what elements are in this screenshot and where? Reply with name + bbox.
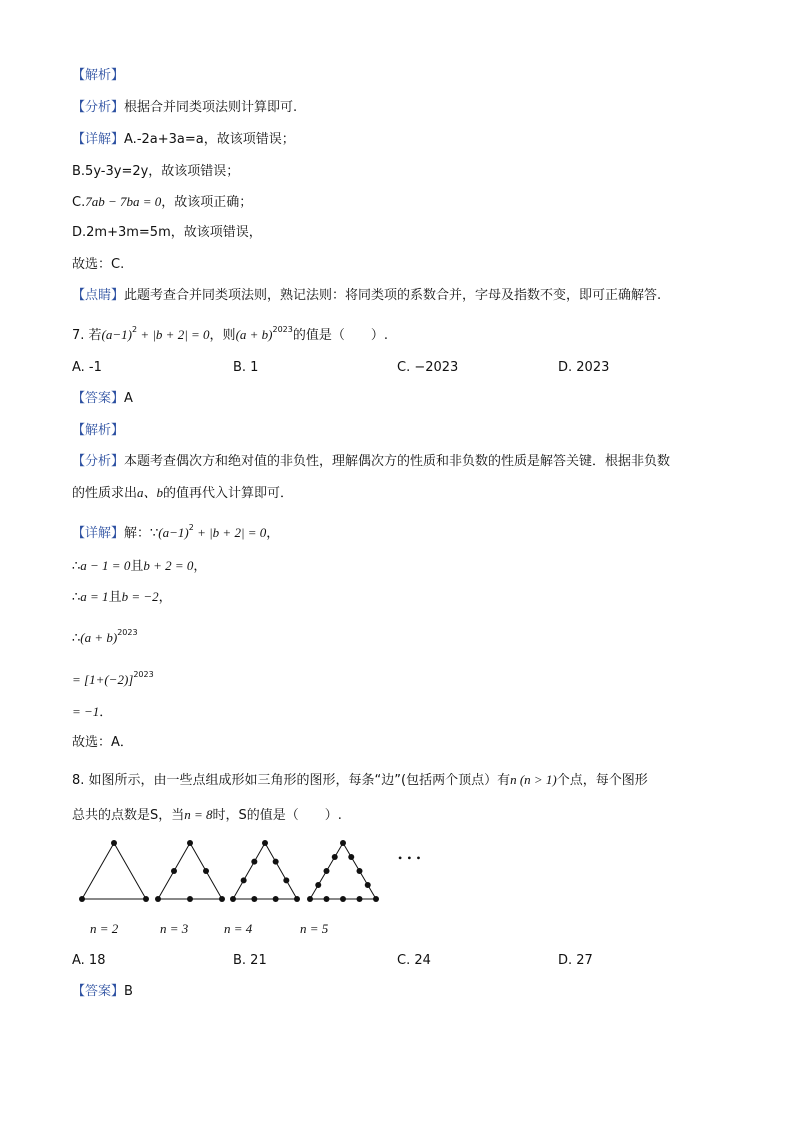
triangle-dot-n3	[171, 868, 177, 874]
triangle-dot-n5	[340, 840, 346, 846]
detail-a-text: A.-2a+3a=a，故该项错误；	[124, 132, 295, 147]
solution-step-4	[72, 666, 154, 690]
triangle-dot-n5	[365, 882, 371, 888]
triangle-dot-n5	[307, 896, 313, 902]
step2-therefore: ∴	[72, 590, 81, 605]
step2-m2: b = −2	[121, 589, 159, 604]
step5-end: ．	[99, 705, 113, 720]
q8-answer-line	[72, 983, 133, 1001]
tag-fenxi: 【分析】	[72, 100, 125, 115]
step0-prefix: 解：∵	[124, 526, 159, 541]
analysis-line-2b	[72, 484, 293, 503]
triangle-dot-n5	[324, 896, 330, 902]
analysis2-vars: a、b	[137, 485, 164, 500]
triangle-dot-n5	[373, 896, 379, 902]
tag-fenxi-2: 【分析】	[72, 454, 125, 469]
analysis2-text1: 本题考查偶次方和绝对值的非负性，理解偶次方的性质和非负数的性质是解答关键．根据非负数	[124, 454, 671, 469]
step0-math: (a−1)	[158, 525, 189, 540]
triangle-outline-n4	[233, 843, 297, 899]
triangle-dot-n4	[251, 896, 257, 902]
q7-expr1: (a−1)	[101, 327, 132, 342]
step0-rest: + |b + 2| = 0	[193, 525, 267, 540]
triangle-dot-n3	[187, 840, 193, 846]
solution-step-5	[72, 703, 112, 722]
q7-exp2: 2	[131, 325, 138, 334]
fig-label-n4: n = 4	[224, 921, 253, 936]
triangle-dot-n4	[251, 859, 257, 865]
step3-exp: 2023	[117, 628, 138, 637]
triangle-dot-n2	[111, 840, 117, 846]
step4-math: = [1+(−2)]	[72, 672, 134, 687]
tag-xiangjie: 【详解】	[72, 132, 125, 147]
fig-label-n3: n = 3	[160, 921, 189, 936]
analysis2-text2b: 的值再代入计算即可．	[163, 486, 294, 501]
line-c-suffix: ，故该项正确；	[161, 195, 253, 210]
step2-m1: a = 1	[80, 589, 109, 604]
q8-option-a: A. 18	[72, 953, 106, 968]
remark-text: 此题考查合并同类项法则，熟记法则：将同类项的系数合并，字母及指数不变，即可正确解答.	[124, 288, 662, 303]
analysis-heading-2: 【解析】	[72, 423, 125, 438]
triangle-outline-n5	[310, 843, 376, 899]
step1-m2: b + 2 = 0	[143, 558, 194, 573]
analysis2-text2a: 的性质求出	[72, 486, 138, 501]
solution-step-1	[72, 557, 206, 576]
line-c-prefix: C.	[72, 195, 86, 210]
triangle-dot-n3	[155, 896, 161, 902]
analysis-line-2	[72, 453, 670, 471]
q7-answer-line	[72, 390, 133, 408]
step3-math: (a + b)	[80, 630, 118, 645]
triangle-dot-n4	[241, 877, 247, 883]
triangle-dot-n5	[357, 868, 363, 874]
triangle-dot-n2	[79, 896, 85, 902]
detail-line-d: D.2m+3m=5m，故该项错误，	[72, 225, 262, 240]
ellipsis-dots: • • •	[398, 851, 422, 865]
q7-mid: ，则	[209, 328, 236, 343]
solution-step-3	[72, 624, 138, 648]
q8-l2a: 总共的点数是S，当	[72, 808, 185, 823]
triangle-outline-n2	[82, 843, 146, 899]
q7-expr3: (a + b)	[235, 327, 273, 342]
q7-answer: A	[124, 391, 133, 406]
step2-mid: 且	[108, 590, 122, 605]
triangle-dot-n4	[273, 896, 279, 902]
question-7	[72, 321, 388, 345]
triangle-dot-n3	[203, 868, 209, 874]
analysis-line	[72, 99, 297, 117]
q8-answer: B	[124, 984, 133, 999]
step3-therefore: ∴	[72, 631, 81, 646]
triangle-dot-n5	[332, 854, 338, 860]
q8-l1a: 8. 如图所示，由一些点组成形如三角形的图形，每条“边”(包括两个顶点）有	[72, 773, 511, 788]
q7-option-b: B. 1	[233, 360, 259, 375]
q7-expr2: + |b + 2| = 0	[137, 327, 210, 342]
question-8-line-1	[72, 771, 648, 790]
tag-dianjing: 【点睛】	[72, 288, 125, 303]
triangle-dot-n5	[315, 882, 321, 888]
triangle-dot-n5	[348, 854, 354, 860]
q7-option-c: C. −2023	[397, 360, 459, 375]
analysis-text: 根据合并同类项法则计算即可.	[124, 100, 298, 115]
triangle-dot-n3	[219, 896, 225, 902]
question-8-line-2	[72, 806, 342, 825]
q8-l1b: 个点，每个图形	[556, 773, 648, 788]
q8-l1m: n (n > 1)	[510, 772, 557, 787]
tag-daan: 【答案】	[72, 391, 125, 406]
q7-exp2023: 2023	[272, 325, 293, 334]
triangle-dot-n3	[187, 896, 193, 902]
step2-end: ，	[158, 590, 172, 605]
q8-l2m: n = 8	[184, 807, 213, 822]
q8-option-b: B. 21	[233, 953, 267, 968]
analysis-heading: 【解析】	[72, 68, 125, 83]
fig-label-n5: n = 5	[300, 921, 329, 936]
choose-line-1: 故选：C.	[72, 257, 125, 272]
q7-option-a: A. -1	[72, 360, 102, 375]
q8-option-c: C. 24	[397, 953, 431, 968]
q8-l2b: 时，S的值是（ ）.	[212, 808, 342, 823]
triangle-dot-n4	[273, 859, 279, 865]
step0-exp: 2	[188, 523, 194, 532]
step1-therefore: ∴	[72, 559, 81, 574]
triangle-outline-n3	[158, 843, 222, 899]
triangle-dot-n5	[340, 896, 346, 902]
solution-step-0	[72, 519, 279, 543]
tag-xiangjie-2: 【详解】	[72, 526, 125, 541]
detail-line-c	[72, 193, 252, 212]
line-c-math: 7ab − 7ba = 0	[85, 194, 162, 209]
step1-m1: a − 1 = 0	[80, 558, 131, 573]
step0-end: ，	[266, 526, 280, 541]
triangle-dot-n4	[294, 896, 300, 902]
q7-end: 的值是（ ）.	[292, 328, 388, 343]
choose-line-2: 故选：A．	[72, 735, 133, 750]
fig-label-n2: n = 2	[90, 921, 119, 936]
detail-line-b: B.5y-3y=2y，故该项错误；	[72, 164, 240, 179]
triangle-dot-n5	[357, 896, 363, 902]
remark-line	[72, 287, 661, 305]
step4-exp: 2023	[133, 670, 154, 679]
triangle-dot-n4	[283, 877, 289, 883]
q7-num: 7. 若	[72, 328, 102, 343]
triangle-dot-n4	[262, 840, 268, 846]
step5-math: = −1	[72, 704, 100, 719]
q7-option-d: D. 2023	[558, 360, 610, 375]
triangle-dot-n2	[143, 896, 149, 902]
q8-option-d: D. 27	[558, 953, 593, 968]
step1-mid: 且	[130, 559, 144, 574]
solution-step-2	[72, 588, 172, 607]
triangle-dot-n5	[324, 868, 330, 874]
detail-line-a	[72, 131, 295, 149]
tag-daan-2: 【答案】	[72, 984, 125, 999]
triangle-dot-n4	[230, 896, 236, 902]
step1-end: ，	[193, 559, 207, 574]
